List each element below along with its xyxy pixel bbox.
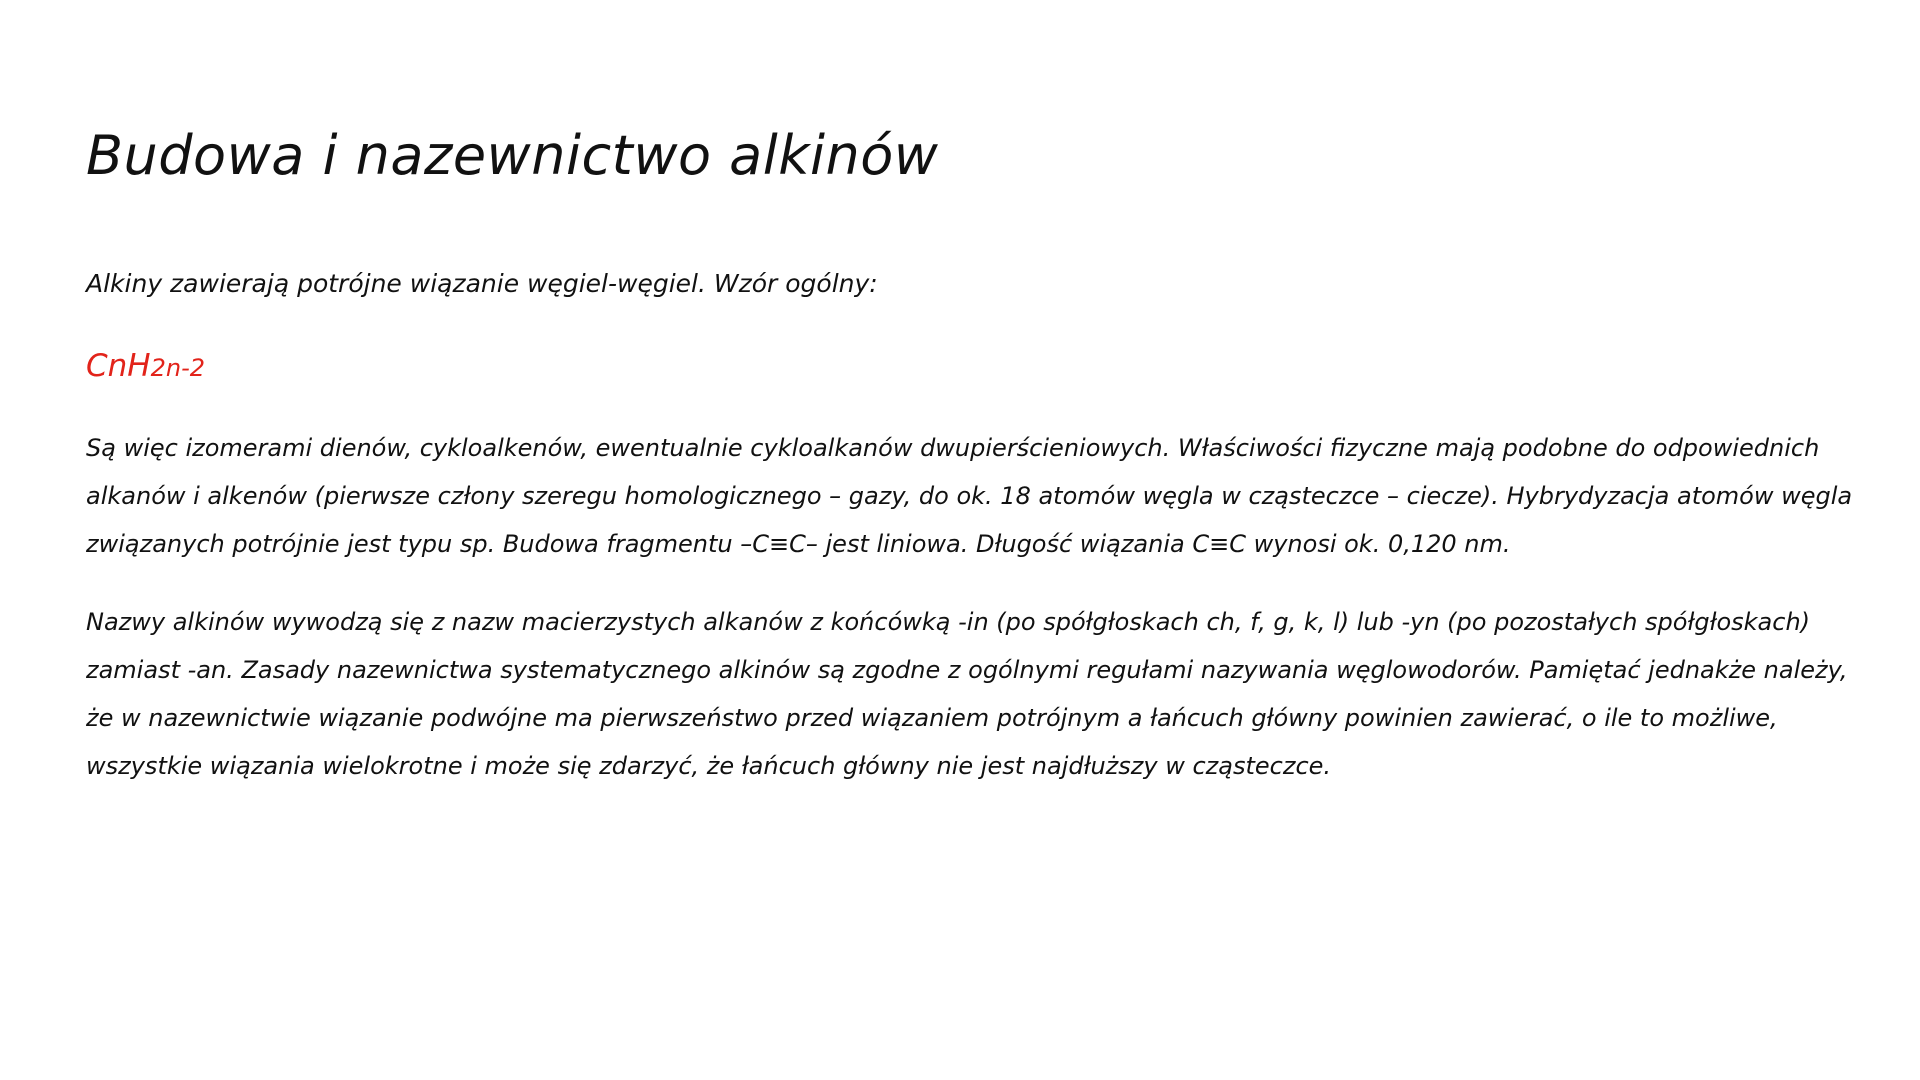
formula-main: CnH bbox=[86, 348, 151, 384]
paragraph-nomenclature: Nazwy alkinów wywodzą się z nazw macierzystych alkanów z końcówką -in (po spółgłoskach ch, f, g, k, l) lub -yn (po pozostałych spółgłoskach) zamiast -an. Zasady nazewnictwa systematycznego alkinów są zgodne z ogólnymi regułami nazywania węglowodorów. Pamiętać jednakże należy, że w nazewnictwie wiązanie podwójne ma pierwszeństwo przed wiązaniem potrójnym a łańcuch główny powinien zawierać, o ile to możliwe, wszystkie wiązania wielokrotne i może się zdarzyć, że łańcuch główny nie jest najdłuższy w cząsteczce. bbox=[86, 608, 1848, 780]
general-formula bbox=[86, 344, 205, 390]
document-page bbox=[86, 0, 1866, 1080]
intro-text: Alkiny zawierają potrójne wiązanie węgiel-węgiel. Wzór ogólny: bbox=[86, 269, 878, 298]
page-title: Budowa i nazewnictwo alkinów bbox=[86, 124, 939, 187]
paragraph-properties: Są więc izomerami dienów, cykloalkenów, ewentualnie cykloalkanów dwupierścieniowych. Właściwości fizyczne mają podobne do odpowiednich alkanów i alkenów (pierwsze człony szeregu homologicznego – gazy, do ok. 18 atomów węgla w cząsteczce – ciecze). Hybrydyzacja atomów węgla związanych potrójnie jest typu sp. Budowa fragmentu –C≡C– jest liniowa. Długość wiązania C≡C wynosi ok. 0,120 nm. bbox=[86, 434, 1853, 558]
formula-subscript: 2n-2 bbox=[150, 354, 206, 382]
